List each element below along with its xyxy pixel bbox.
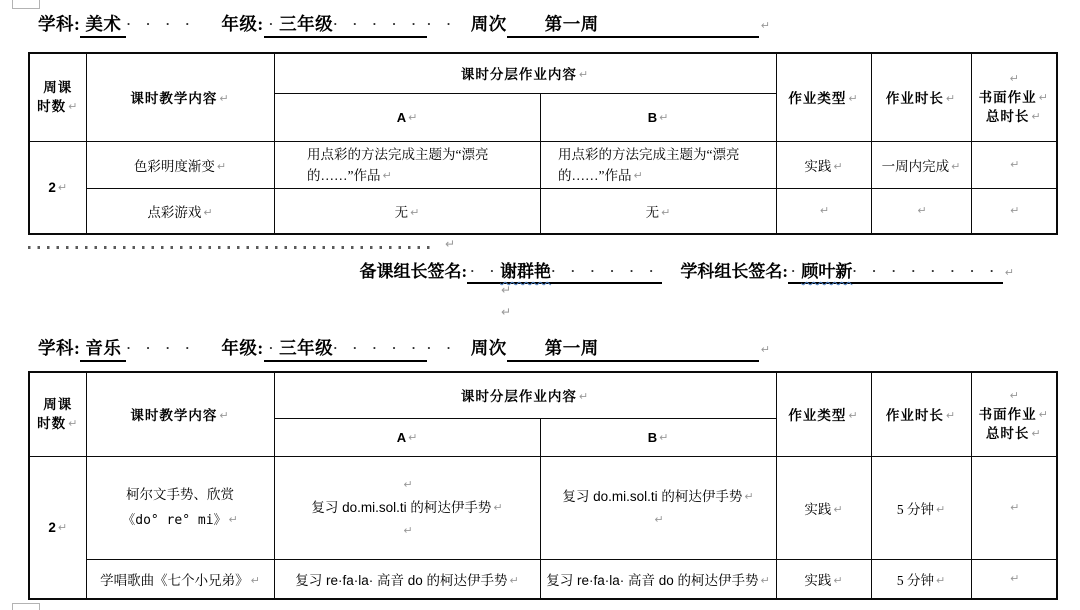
space-marks: · · [426,16,457,31]
pilcrow-mark: ↵ [403,524,413,537]
homework-type-value: 实践 [804,572,832,588]
art-row2-duration-cell[interactable] [871,188,971,234]
homework-b-text2: 的……”作品 [558,167,632,183]
header-cell-level-b[interactable] [540,418,776,456]
music-row1-homework-a-cell[interactable] [274,456,540,559]
pilcrow-mark: ↵ [760,19,771,32]
homework-a-text: 复习 re·fa·la· 高音 do 的柯达伊手势 [295,572,508,588]
level-a-label: A [396,109,407,125]
music-row2-type-cell[interactable] [776,559,871,599]
art-row2-type-cell[interactable] [776,188,871,234]
pilcrow-mark: ↵ [382,168,392,182]
music-row1-homework-b-cell[interactable] [540,456,776,559]
pilcrow-mark: ↵ [57,520,68,534]
grade-label: 年级: [221,338,264,358]
homework-a-text: 用点彩的方法完成主题为“漂亮 [307,146,489,162]
header-cell-homework-type[interactable] [776,372,871,456]
header-cell-weekly-hours[interactable] [29,53,86,141]
layered-homework-label: 课时分层作业内容 [460,67,577,83]
art-weekly-hours-cell[interactable] [29,141,86,234]
homework-type-value: 实践 [804,501,832,517]
pilcrow-mark: ↵ [1031,109,1042,123]
pilcrow-mark: ↵ [403,478,413,491]
space-marks: · · · · [126,340,196,355]
music-row2-homework-b-cell[interactable] [540,559,776,599]
pilcrow-mark: ↵ [578,390,590,404]
pilcrow-mark: ↵ [848,92,859,106]
space-marks: · [268,16,280,31]
dotted-separator-line [28,246,436,249]
header-cell-weekly-hours[interactable] [29,372,86,456]
pilcrow-mark: ↵ [578,68,590,82]
pilcrow-mark: ↵ [833,159,843,173]
homework-duration-label: 作业时长 [885,91,944,107]
weekly-hours-line2: 时数 [37,416,67,432]
lesson-content: 色彩明度渐变 [133,158,215,174]
pilcrow-mark: ↵ [509,573,519,587]
signature-line[interactable] [359,257,1014,284]
homework-duration-label: 作业时长 [885,408,944,424]
homework-a-text: 无 [394,204,409,220]
pilcrow-mark: ↵ [744,489,754,503]
space-marks: · · [426,340,457,355]
pilcrow-mark: ↵ [228,513,238,526]
pilcrow-mark: ↵ [1010,157,1020,171]
pilcrow-mark: ↵ [1010,500,1020,514]
pilcrow-mark: ↵ [760,343,771,356]
pilcrow-mark: ↵ [408,110,418,124]
subject-value[interactable]: 音乐 [85,338,122,358]
homework-b-text: 复习 re·fa·la· 高音 do 的柯达伊手势 [546,572,759,588]
grade-label: 年级: [221,14,264,34]
pilcrow-mark: ↵ [1009,71,1020,85]
week-label: 周次 [470,14,507,34]
lesson-content: 点彩游戏 [147,204,202,220]
pilcrow-mark: ↵ [216,159,227,173]
music-heading-line[interactable] [38,335,770,362]
pilcrow-mark: ↵ [203,205,213,219]
header-cell-written-total[interactable] [971,53,1057,141]
space-marks: · · · · · · [551,263,660,278]
grade-value[interactable]: 三年级 [279,14,334,34]
prep-leader-label: 备课组长签名: [359,262,468,281]
pilcrow-mark: ↵ [917,203,927,217]
lesson-content: 学唱歌曲《七个小兄弟》 [100,572,249,588]
space-marks: · [268,340,280,355]
pilcrow-mark: ↵ [945,92,957,106]
lesson-content2: 《do° re° mi》 [122,513,227,528]
subject-label: 学科: [38,338,81,358]
header-cell-layered-homework[interactable] [274,372,776,418]
pilcrow-mark: ↵ [1038,90,1049,104]
music-row2-duration-cell[interactable] [871,559,971,599]
homework-b-text: 无 [645,204,660,220]
space-marks: · · · · · · · · [852,263,1000,278]
level-b-label: B [647,109,658,125]
pilcrow-mark: ↵ [68,417,79,431]
lesson-content: 柯尔文手势、欣赏 [126,487,234,502]
space-marks: · · · · · [333,16,422,31]
homework-a-text: 复习 do.mi.sol.ti 的柯达伊手势 [311,500,492,515]
pilcrow-mark: ↵ [1010,203,1020,217]
music-row2-content-cell[interactable] [86,559,274,599]
pilcrow-mark: ↵ [661,205,671,219]
homework-duration-value: 一周内完成 [881,158,950,174]
pilcrow-mark: ↵ [501,305,512,319]
written-total-line2: 总时长 [985,425,1030,441]
weekly-hours-value: 2 [48,179,56,195]
pilcrow-mark: ↵ [935,573,946,587]
subject-value[interactable]: 美术 [85,14,122,34]
art-row2-content-cell[interactable] [86,188,274,234]
pilcrow-mark: ↵ [848,409,859,423]
homework-type-value: 实践 [804,158,832,174]
art-row1-written-cell[interactable] [971,141,1057,188]
pilcrow-mark: ↵ [57,180,68,194]
weekly-hours-value: 2 [48,519,56,535]
space-marks: · · · · · [333,340,422,355]
page-edge-marker-bottom [12,603,40,610]
teaching-content-label: 课时教学内容 [130,408,218,424]
week-label: 周次 [470,338,507,358]
header-cell-homework-duration[interactable] [871,53,971,141]
pilcrow-mark: ↵ [501,283,512,297]
homework-a-text2: 的……”作品 [307,167,381,183]
pilcrow-mark: ↵ [445,237,456,251]
weekly-hours-line2: 时数 [37,99,67,115]
header-cell-level-a[interactable] [274,93,540,141]
homework-duration-value: 5 分钟 [896,501,934,517]
subject-leader-name[interactable]: 顾叶新 [801,262,853,281]
music-row2-homework-a-cell[interactable] [274,559,540,599]
art-row1-homework-a-cell[interactable] [274,141,540,188]
written-total-line2: 总时长 [985,108,1030,124]
pilcrow-mark: ↵ [408,430,418,444]
written-total-line1: 书面作业 [978,89,1037,105]
header-cell-teaching-content[interactable] [86,372,274,456]
pilcrow-mark: ↵ [633,168,643,182]
page-edge-marker-top [12,0,40,9]
pilcrow-mark: ↵ [833,502,843,516]
pilcrow-mark: ↵ [68,100,79,114]
pilcrow-mark: ↵ [833,573,843,587]
art-row2-homework-a-cell[interactable] [274,188,540,234]
music-weekly-hours-cell[interactable] [29,456,86,599]
header-cell-level-a[interactable] [274,418,540,456]
header-cell-homework-duration[interactable] [871,372,971,456]
art-row1-homework-b-cell[interactable] [540,141,776,188]
weekly-hours-line1: 周课 [43,397,73,413]
header-cell-teaching-content[interactable] [86,53,274,141]
art-row1-type-cell[interactable] [776,141,871,188]
pilcrow-mark: ↵ [1009,388,1020,402]
weekly-hours-line1: 周课 [43,80,73,96]
art-schedule-table [28,52,1058,235]
pilcrow-mark: ↵ [219,409,230,423]
music-row1-duration-cell[interactable] [871,456,971,559]
pilcrow-mark: ↵ [219,92,230,106]
space-marks: · [791,263,802,278]
pilcrow-mark: ↵ [654,512,664,526]
pilcrow-mark: ↵ [819,203,830,217]
level-a-label: A [396,429,407,445]
written-total-line1: 书面作业 [978,406,1037,422]
layered-homework-label: 课时分层作业内容 [460,389,577,405]
header-cell-written-total[interactable] [971,372,1057,456]
pilcrow-mark: ↵ [493,501,503,514]
music-row2-written-cell[interactable] [971,559,1057,599]
pilcrow-mark: ↵ [951,159,961,173]
subject-label: 学科: [38,14,81,34]
header-cell-homework-type[interactable] [776,53,871,141]
header-cell-layered-homework[interactable] [274,53,776,93]
pilcrow-mark: ↵ [1004,266,1014,279]
art-row1-duration-cell[interactable] [871,141,971,188]
pilcrow-mark: ↵ [410,205,420,219]
music-row1-written-cell[interactable] [971,456,1057,559]
art-row1-content-cell[interactable] [86,141,274,188]
art-row2-written-cell[interactable] [971,188,1057,234]
teaching-content-label: 课时教学内容 [130,91,218,107]
space-marks: · · [470,263,501,278]
homework-b-text: 复习 do.mi.sol.ti 的柯达伊手势 [562,488,743,504]
space-marks: · · · · [126,16,196,31]
homework-type-label: 作业类型 [788,91,847,107]
homework-b-text: 用点彩的方法完成主题为“漂亮 [558,146,740,162]
pilcrow-mark: ↵ [945,409,957,423]
homework-type-label: 作业类型 [788,408,847,424]
pilcrow-mark: ↵ [935,502,946,516]
header-cell-level-b[interactable] [540,93,776,141]
week-value[interactable]: 第一周 [544,338,599,358]
subject-leader-label: 学科组长签名: [680,262,788,281]
pilcrow-mark: ↵ [760,573,770,587]
pilcrow-mark: ↵ [659,110,669,124]
pilcrow-mark: ↵ [250,573,260,587]
level-b-label: B [647,429,658,445]
music-row1-type-cell[interactable] [776,456,871,559]
art-row2-homework-b-cell[interactable] [540,188,776,234]
pilcrow-mark: ↵ [659,430,669,444]
grade-value[interactable]: 三年级 [279,338,334,358]
week-value[interactable]: 第一周 [544,14,599,34]
homework-duration-value: 5 分钟 [896,572,934,588]
music-schedule-table [28,371,1058,600]
pilcrow-mark: ↵ [1031,426,1042,440]
art-heading-line[interactable] [38,11,770,38]
pilcrow-mark: ↵ [1038,407,1049,421]
music-row1-content-cell[interactable] [86,456,274,559]
pilcrow-mark: ↵ [1010,571,1020,585]
prep-leader-name[interactable]: 谢群艳 [500,262,552,281]
